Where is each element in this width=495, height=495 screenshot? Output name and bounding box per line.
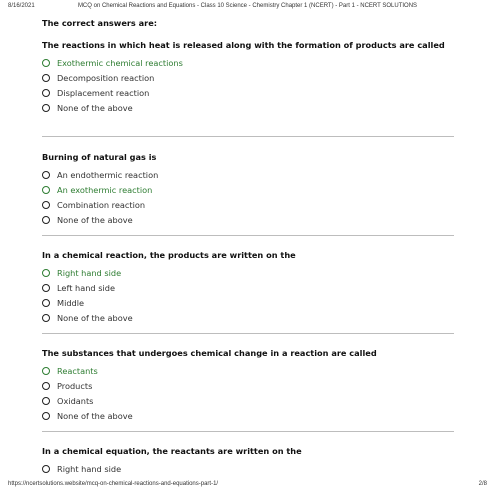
option[interactable] [42,461,462,476]
option[interactable] [42,310,462,325]
option[interactable] [42,295,462,310]
question-block [42,250,462,325]
question-block [42,348,462,423]
option-label: Displacement reaction [57,87,150,98]
divider [42,136,454,137]
print-header [5,3,490,11]
option-label: Exothermic chemical reactions [57,57,183,68]
option-label: An exothermic reaction [57,184,153,195]
option-label: Middle [57,297,85,308]
option-label: None of the above [57,312,133,323]
radio-icon [42,299,50,307]
option-label: Oxidants [57,395,94,406]
radio-icon [42,314,50,322]
page-number: 2/8 [478,481,487,487]
option-label: An endothermic reaction [57,169,159,180]
print-footer [5,481,490,489]
radio-icon [42,284,50,292]
option[interactable] [42,197,462,212]
option-label: None of the above [57,214,133,225]
question-text: The substances that undergoes chemical change in a reaction are called [42,348,377,358]
option-correct[interactable] [42,182,462,197]
radio-icon [42,382,50,390]
option-label: None of the above [57,102,133,113]
option-label: Left hand side [57,282,115,293]
radio-icon [42,104,50,112]
question-text: The reactions in which heat is released along with the formation of products are called [42,40,445,50]
option-label: Right hand side [57,267,122,278]
radio-icon [42,186,50,194]
option-label: Reactants [57,365,98,376]
option-label: None of the above [57,410,133,421]
question-text: In a chemical reaction, the products are written on the [42,250,296,260]
option-label: Combination reaction [57,199,146,210]
option-label: Right hand side [57,463,122,474]
radio-icon [42,269,50,277]
radio-icon [42,412,50,420]
option[interactable] [42,70,462,85]
radio-icon [42,465,50,473]
print-url: https://ncertsolutions.website/mcq-on-chemical-reactions-and-equations-part-1/ [8,481,219,487]
radio-icon [42,216,50,224]
divider [42,235,454,236]
option[interactable] [42,85,462,100]
question-text: Burning of natural gas is [42,152,157,162]
print-page-title: MCQ on Chemical Reactions and Equations - Class 10 Science - Chemistry Chapter 1 (NCERT) - Part 1 - NCERT SOLUTIONS [77,3,418,9]
option[interactable] [42,378,462,393]
option-label: Decomposition reaction [57,72,155,83]
radio-icon [42,89,50,97]
option[interactable] [42,212,462,227]
question-block [42,446,462,476]
radio-icon [42,397,50,405]
question-block [42,40,462,115]
radio-icon [42,171,50,179]
option-label: Products [57,380,93,391]
question-block [42,152,462,227]
divider [42,333,454,334]
option-correct[interactable] [42,363,462,378]
radio-icon [42,201,50,209]
answers-heading: The correct answers are: [42,18,158,28]
radio-icon [42,367,50,375]
radio-icon [42,59,50,67]
option[interactable] [42,393,462,408]
option[interactable] [42,408,462,423]
radio-icon [42,74,50,82]
option-correct[interactable] [42,265,462,280]
print-date: 8/16/2021 [8,3,35,9]
option[interactable] [42,280,462,295]
question-text: In a chemical equation, the reactants are written on the [42,446,302,456]
option-correct[interactable] [42,55,462,70]
divider [42,431,454,432]
option[interactable] [42,167,462,182]
option[interactable] [42,100,462,115]
